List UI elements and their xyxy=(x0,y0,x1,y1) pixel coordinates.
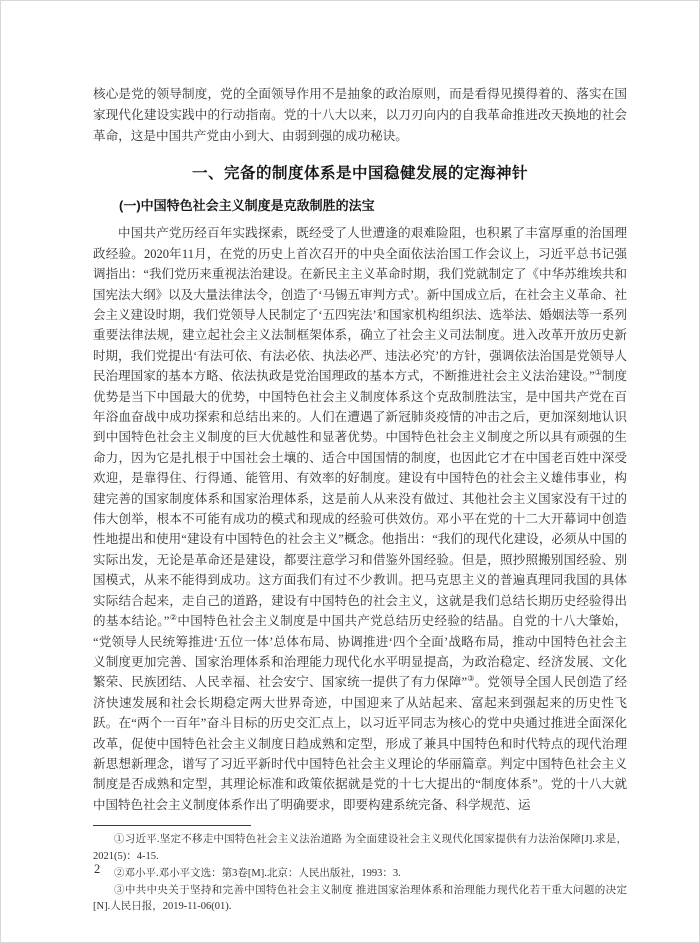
footnotes-section xyxy=(93,825,627,916)
footnote-reference-mark: ③ xyxy=(467,674,475,684)
footnote-divider xyxy=(93,825,251,826)
footnote-3-text: 中共中央关于坚持和完善中国特色社会主义制度 推进国家治理体系和治理能力现代化若干重大问题的决定[N].人民日报，2019-11-06(01). xyxy=(93,884,627,913)
footnote-3-marker: ③ xyxy=(114,884,125,896)
intro-paragraph: 核心是党的领导制度，党的全面领导作用不是抽象的政治原则，而是看得见摸得着的、落实在国家现代化建设实践中的行动指南。党的十八大以来，以刀刃向内的自我革命推进改天换地的社会革命，这是中国共产党由小到大、由弱到强的成功秘诀。 xyxy=(93,87,627,143)
footnote-1 xyxy=(93,832,627,866)
footnote-2-text: 邓小平.邓小平文选：第3卷[M].北京：人民出版社，1993：3. xyxy=(124,867,401,879)
footnote-3 xyxy=(93,883,627,917)
page-number: 2 xyxy=(94,862,101,876)
footnote-reference-mark: ① xyxy=(594,368,602,378)
page-content xyxy=(1,1,699,916)
subsection-heading: (一)中国特色社会主义制度是克敌制胜的法宝 xyxy=(119,198,375,214)
footnote-1-text: 习近平.坚定不移走中国特色社会主义法治道路 为全面建设社会主义现代化国家提供有力法治保障[J].求是，2021(5)：4-15. xyxy=(93,834,628,862)
footnote-2-marker: ② xyxy=(114,867,125,879)
main-paragraph: 中国共产党历经百年实践探索，既经受了人世遭逢的艰难险阻，也积累了丰富厚重的治国理政经验。2020年11月，在党的历史上首次召开的中央全面依法治国工作会议上，习近平总书记强调指出：“我们党历来重视法治建设。在新民主主义革命时期，我们党就制定了《中华苏维埃共和国宪法大纲》以及大量法律法令，创造了‘马锡五审判方式’。新中国成立后，在社会主义革命、社会主义建设时期，我们党领导人民制定了‘五四宪法’和国家机构组织法、选举法、婚姻法等一系列重要法律法规，建立起社会主义法制框架体系，确立了社会主义司法制度。进入改革开放历史新时期，我们党提出‘有法可依、有法必依、执法必严、违法必究’的方针，强调依法治国是党领导人民治理国家的基本方略、依法执政是党治国理政的基本方式，不断推进社会主义法治建设。”①制度优势是当下中国最大的优势，中国特色社会主义制度体系这个克敌制胜法宝，是中国共产党在百年浴血奋战中成功探索和总结出来的。人们在遭遇了新冠肺炎疫情的冲击之后，更加深刻地认识到中国特色社会主义制度的巨大优越性和显著优势。中国特色社会主义制度之所以具有顽强的生命力，因为它是扎根于中国社会土壤的、适合中国国情的制度，也因此它才在中国老百姓中深受欢迎，是靠得住、行得通、能管用、有效率的好制度。建设有中国特色的社会主义雄伟事业，构建完善的国家制度体系和国家治理体系，这是前人从来没有做过、其他社会主义国家没有干过的伟大创举，根本不可能有成功的模式和现成的经验可供效仿。邓小平在党的十二大开幕词中创造性地提出和使用“建设有中国特色的社会主义”概念。他指出：“我们的现代化建设，必须从中国的实际出发，无论是革命还是建设，都要注意学习和借鉴外国经验。但是，照抄照搬别国经验、别国模式，从来不能得到成功。这方面我们有过不少教训。把马克思主义的普遍真理同我国的具体实际结合起来，走自己的道路，建设有中国特色的社会主义，这就是我们总结长期历史经验得出的基本结论。”②中国特色社会主义制度是中国共产党总结历史经验的结晶。自党的十八大肇始，“党领导人民统筹推进‘五位一体’总体布局、协调推进‘四个全面’战略布局，推动中国特色社会主义制度更加完善、国家治理体系和治理能力现代化水平明显提高，为政治稳定、经济发展、文化繁荣、民族团结、人民幸福、社会安宁、国家统一提供了有力保障”③。党领导全国人民创造了经济快速发展和社会长期稳定两大世界奇迹，中国迎来了从站起来、富起来到强起来的历史性飞跃。在“两个一百年”奋斗目标的历史交汇点上，以习近平同志为核心的党中央通过推进全面深化改革，促使中国特色社会主义制度日趋成熟和定型，形成了兼具中国特色和时代特点的现代治理新思想新理念，谱写了习近平新时代中国特色社会主义理论的华丽篇章。判定中国特色社会主义制度是否成熟和定型，其理论标准和政策依据就是党的十七大提出的“制度体系”。党的十八大就中国特色社会主义制度体系作出了明确要求，即要构建系统完备、科学规范、运 xyxy=(93,226,627,812)
footnote-1-marker: ① xyxy=(114,834,125,846)
footnote-reference-mark: ② xyxy=(169,612,178,622)
section-heading: 一、完备的制度体系是中国稳健发展的定海神针 xyxy=(191,165,528,183)
footnote-2 xyxy=(93,866,627,883)
